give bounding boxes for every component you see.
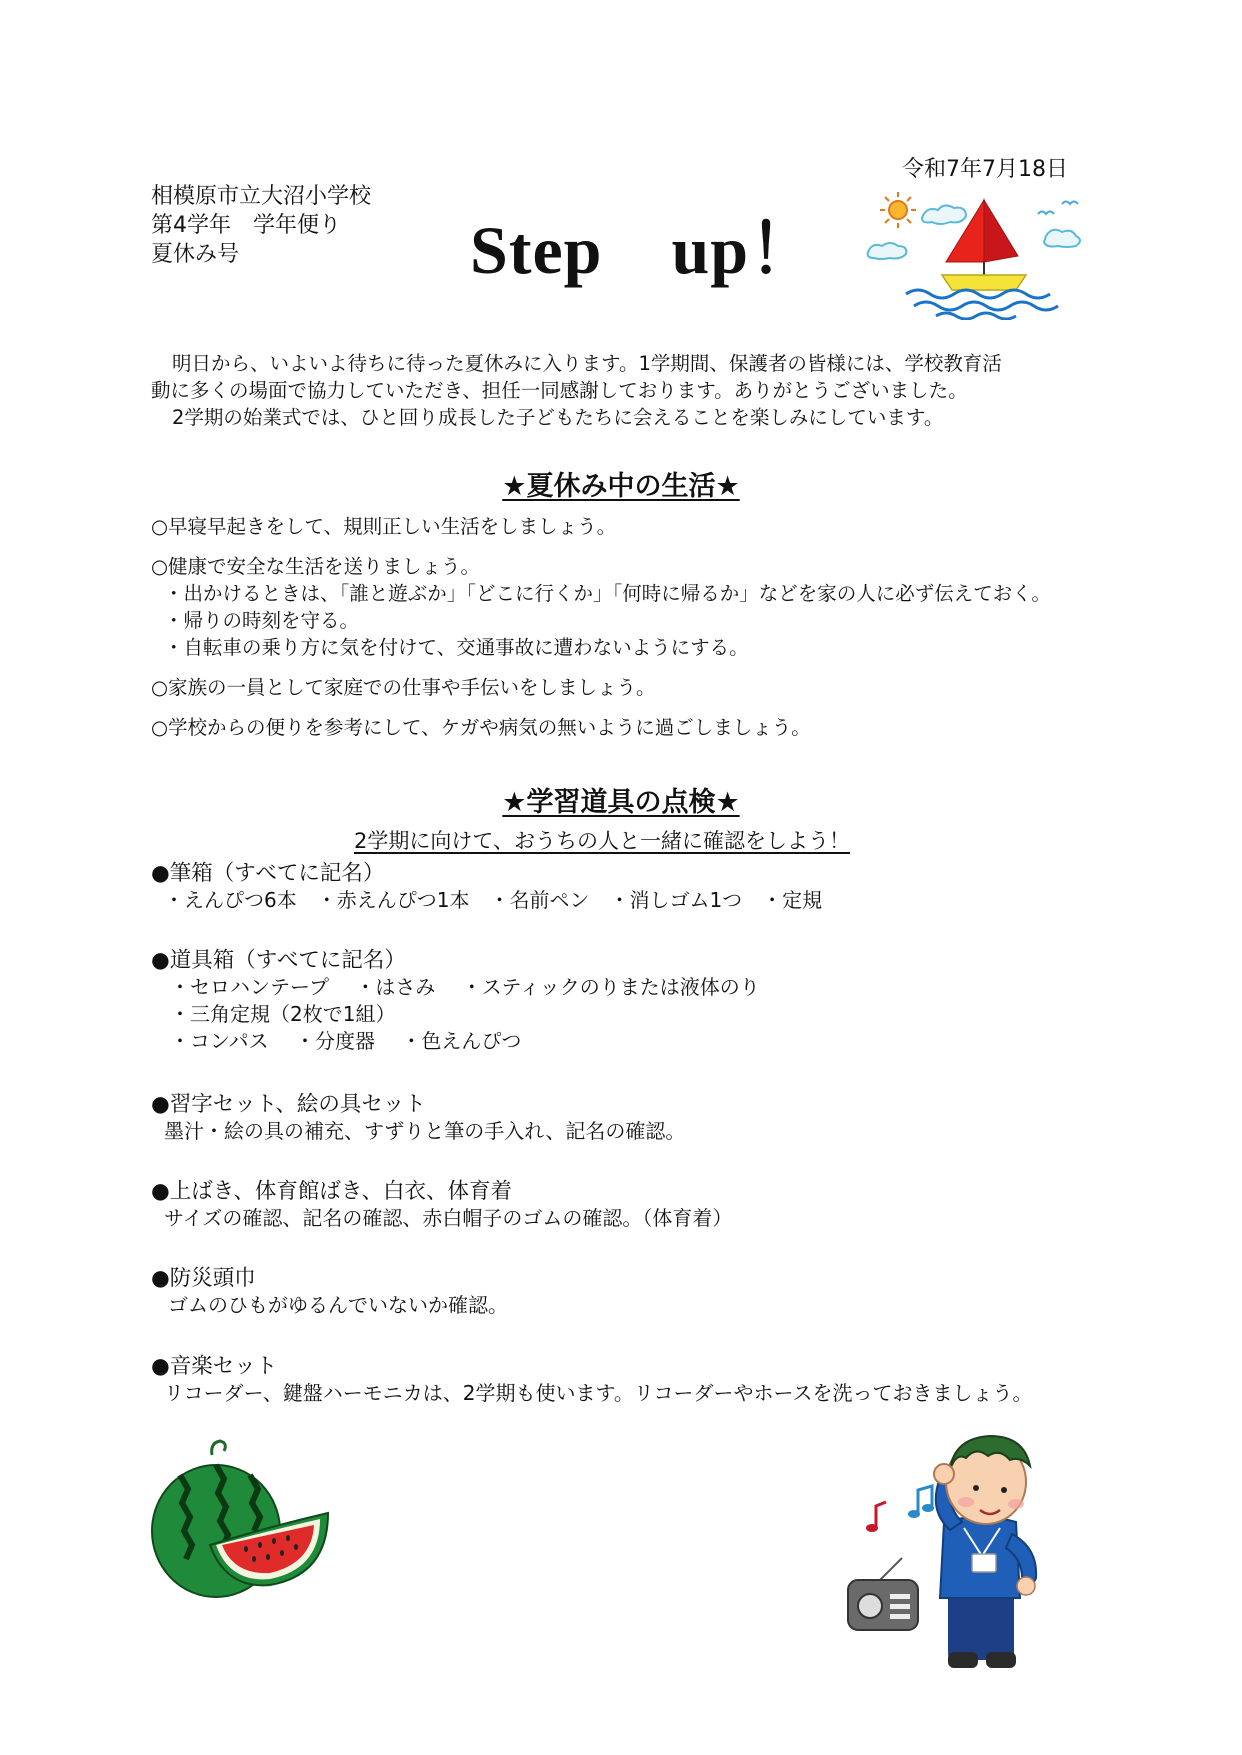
toolbox-heading: ●道具箱（すべてに記名） [151, 948, 406, 973]
life-item: ○健康で安全な生活を送りましょう。 [151, 555, 481, 578]
life-subitem: ・出かけるときは、「誰と遊ぶか」「どこに行くか」「何時に帰るか」などを家の人に必ず伝えておく。 [164, 582, 1051, 605]
sun-icon [880, 192, 916, 228]
radio-icon [848, 1558, 918, 1630]
shoes-text: サイズの確認、記名の確認、赤白帽子のゴムの確認。（体育着） [164, 1206, 733, 1230]
watermelon-illustration [150, 1435, 340, 1605]
page-title: Step up！ [470, 212, 819, 288]
summer-life-heading: ★夏休み中の生活★ [502, 471, 740, 502]
shoes-heading: ●上ばき、体育館ばき、白衣、体育着 [151, 1179, 513, 1204]
wave-icon [906, 290, 1058, 319]
issue-date: 令和7年7月18日 [902, 157, 1068, 182]
pencil-case-heading: ●筆箱（すべてに記名） [151, 861, 385, 886]
music-note-icon [866, 1486, 934, 1532]
study-tools-heading: ★学習道具の点検★ [502, 787, 740, 818]
music-heading: ●音楽セット [151, 1354, 278, 1379]
school-name: 相模原市立大沼小学校 [151, 184, 372, 209]
toolbox-items: ・コンパス ・分度器 ・色えんぴつ [170, 1029, 522, 1053]
hood-text: ゴムのひもがゆるんでいないか確認。 [168, 1293, 508, 1317]
bird-icon [1038, 202, 1078, 215]
boy-exercising-illustration [840, 1430, 1100, 1680]
intro-line: 明日から、いよいよ待ちに待った夏休みに入ります。1学期間、保護者の皆様には、学校教育活 [172, 352, 1002, 375]
toolbox-items: ・セロハンテープ ・はさみ ・スティックのりまたは液体のり [170, 975, 760, 999]
life-item: ○早寝早起きをして、規則正しい生活をしましょう。 [151, 515, 617, 538]
life-item: ○家族の一員として家庭での仕事や手伝いをしましょう。 [151, 676, 656, 699]
intro-line: 2学期の始業式では、ひと回り成長した子どもたちに会えることを楽しみにしています。 [172, 406, 944, 429]
life-subitem: ・帰りの時刻を守る。 [164, 609, 360, 632]
life-subitem: ・自転車の乗り方に気を付けて、交通事故に遭わないようにする。 [164, 636, 749, 659]
intro-line: 動に多くの場面で協力していただき、担任一同感謝しております。ありがとうございました。 [151, 379, 968, 402]
calligraphy-text: 墨汁・絵の具の補充、すずりと筆の手入れ、記名の確認。 [164, 1119, 686, 1143]
hood-heading: ●防災頭巾 [151, 1266, 256, 1291]
pencil-case-items: ・えんぴつ6本 ・赤えんぴつ1本 ・名前ペン ・消しゴム1つ ・定規 [164, 888, 823, 912]
issue-name: 夏休み号 [151, 242, 240, 267]
toolbox-items: ・三角定規（2枚で1組） [170, 1002, 396, 1026]
music-text: リコーダー、鍵盤ハーモニカは、2学期も使います。リコーダーやホースを洗っておきましょう。 [164, 1381, 1033, 1405]
intro-paragraph [151, 350, 1002, 431]
grade-newsletter: 第4学年 学年便り [151, 213, 341, 238]
life-item: ○学校からの便りを参考にして、ケガや病気の無いように過ごしましょう。 [151, 716, 811, 739]
sailboat-illustration [866, 190, 1102, 320]
calligraphy-heading: ●習字セット、絵の具セット [151, 1092, 426, 1117]
study-tools-subtitle: 2学期に向けて、おうちの人と一緒に確認をしよう！ [354, 829, 850, 853]
